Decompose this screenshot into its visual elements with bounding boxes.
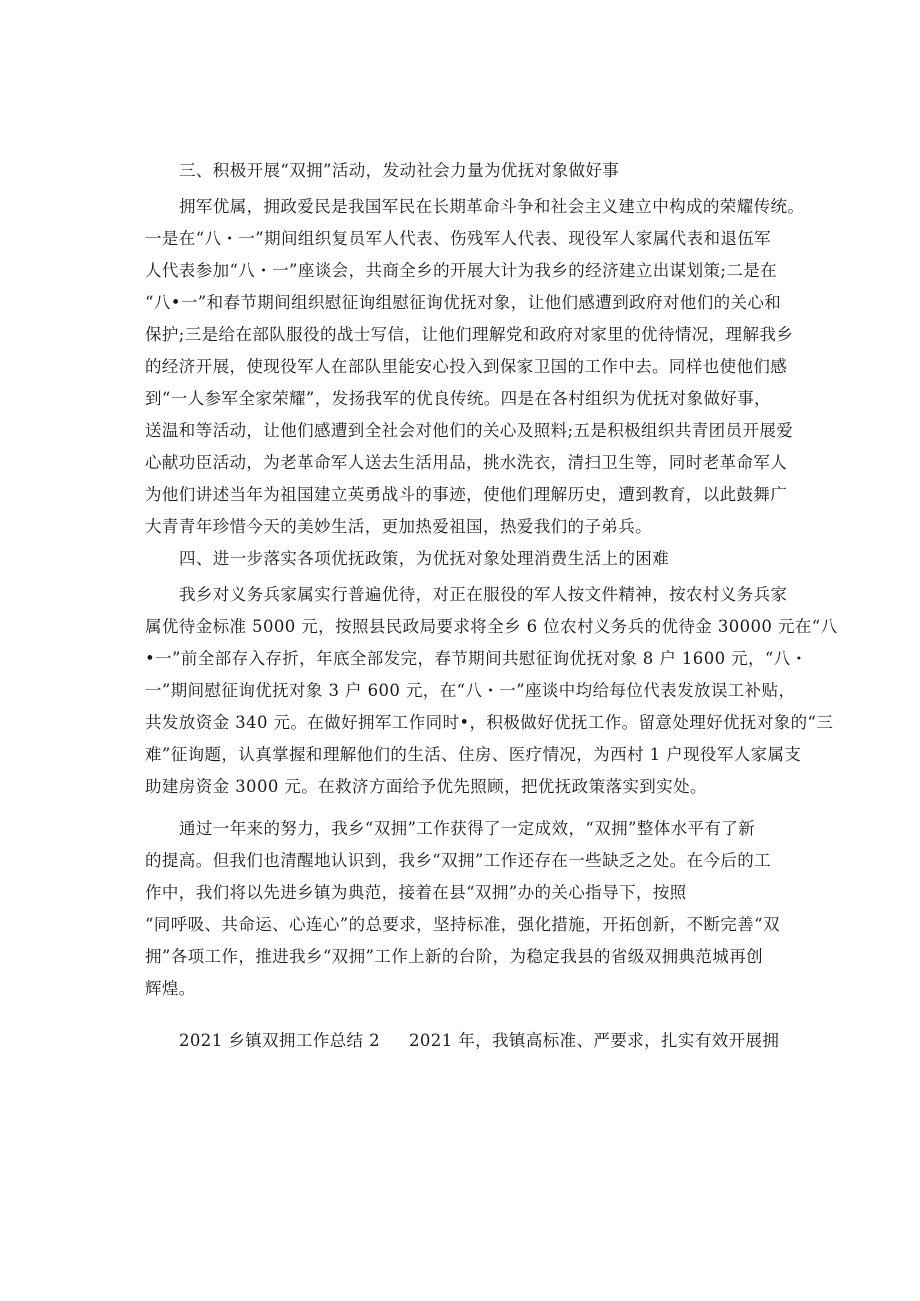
- section-4-line: 助建房资金 3000 元。在救济方面给予优先照顾，把优抚政策落实到实处。: [145, 777, 707, 796]
- section-3-line: 人代表参加“八・一”座谈会，共商全乡的开展大计为我乡的经济建立出谋划策;二是在: [145, 261, 778, 280]
- next-document-opening-text: 2021 年，我镇高标准、严要求，扎实有效开展拥: [409, 1031, 780, 1050]
- section-4-line: •一”前全部存入存折，年底全部发完，春节期间共慰征询优抚对象 8 户 1600 元，“八・: [145, 649, 808, 668]
- section-4-heading: 四、进一步落实各项优抚政策，为优抚对象处理消费生活上的困难: [179, 549, 670, 568]
- section-3-line: 保护;三是给在部队服役的战士写信，让他们理解党和政府对家里的优待情况，理解我乡: [145, 325, 794, 344]
- section-3-line: 到“一人参军全家荣耀”，发扬我军的优良传统。四是在各村组织为优抚对象做好事，: [145, 389, 772, 408]
- document-body: [145, 155, 838, 1057]
- section-3-line: 为他们讲述当年为祖国建立英勇战斗的事迹，使他们理解历史，遭到教育，以此鼓舞广: [145, 485, 788, 504]
- section-3-heading: 三、积极开展“双拥”活动，发动社会力量为优抚对象做好事: [179, 161, 620, 180]
- section-3-line: 的经济开展，使现役军人在部队里能安心投入到保家卫国的工作中去。同样也使他们感: [145, 357, 788, 376]
- section-3-line: 大青青年珍惜今天的美妙生活，更加热爱祖国，热爱我们的子弟兵。: [145, 517, 652, 536]
- section-3-line: “八•一”和春节期间组织慰征询组慰征询优抚对象，让他们感遭到政府对他们的关心和: [145, 293, 782, 312]
- conclusion-line: 通过一年来的努力，我乡“双拥”工作获得了一定成效，“双拥”整体水平有了新: [179, 819, 756, 838]
- section-4-line: 我乡对义务兵家属实行普遍优待，对正在服役的军人按文件精神，按农村义务兵家: [179, 585, 788, 604]
- conclusion-line: 作中，我们将以先进乡镇为典范，接着在县“双拥”办的关心指导下，按照: [145, 883, 687, 902]
- section-4-line: 属优待金标准 5000 元，按照县民政局要求将全乡 6 位农村义务兵的优待金 30000 元在“八: [145, 617, 838, 636]
- section-4-line: 一”期间慰征询优抚对象 3 户 600 元，在“八・一”座谈中均给每位代表发放误工补贴，: [145, 681, 796, 700]
- section-4-line: 共发放资金 340 元。在做好拥军工作同时•，积极做好优抚工作。留意处理好优抚对象的“三: [145, 713, 834, 732]
- section-3-line: 一是在“八・一”期间组织复员军人代表、伤残军人代表、现役军人家属代表和退伍军: [145, 229, 772, 248]
- conclusion-line: 拥”各项工作，推进我乡“双拥”工作上新的台阶，为稳定我县的省级双拥典范城再创: [145, 947, 764, 966]
- section-3-line: 心献功臣活动，为老革命军人送去生活用品，挑水洗衣，清扫卫生等，同时老革命军人: [145, 453, 788, 472]
- section-4-line: 难”征询题，认真掌握和理解他们的生活、住房、医疗情况，为西村 1 户现役军人家属支: [145, 745, 802, 764]
- section-3-line: 拥军优属，拥政爱民是我国军民在长期革命斗争和社会主义建立中构成的荣耀传统。: [179, 197, 805, 216]
- conclusion-line: 辉煌。: [145, 979, 196, 998]
- section-3-line: 送温和等活动，让他们感遭到全社会对他们的关心及照料;五是积极组织共青团员开展爱: [145, 421, 794, 440]
- conclusion-line: “同呼吸、共命运、心连心”的总要求，坚持标准，强化措施，开拓创新，不断完善“双: [145, 915, 780, 934]
- next-document-intro: [145, 1025, 781, 1057]
- next-document-title: 2021 乡镇双拥工作总结 2: [179, 1031, 380, 1050]
- conclusion-line: 的提高。但我们也清醒地认识到，我乡“双拥”工作还存在一些缺乏之处。在今后的工: [145, 851, 772, 870]
